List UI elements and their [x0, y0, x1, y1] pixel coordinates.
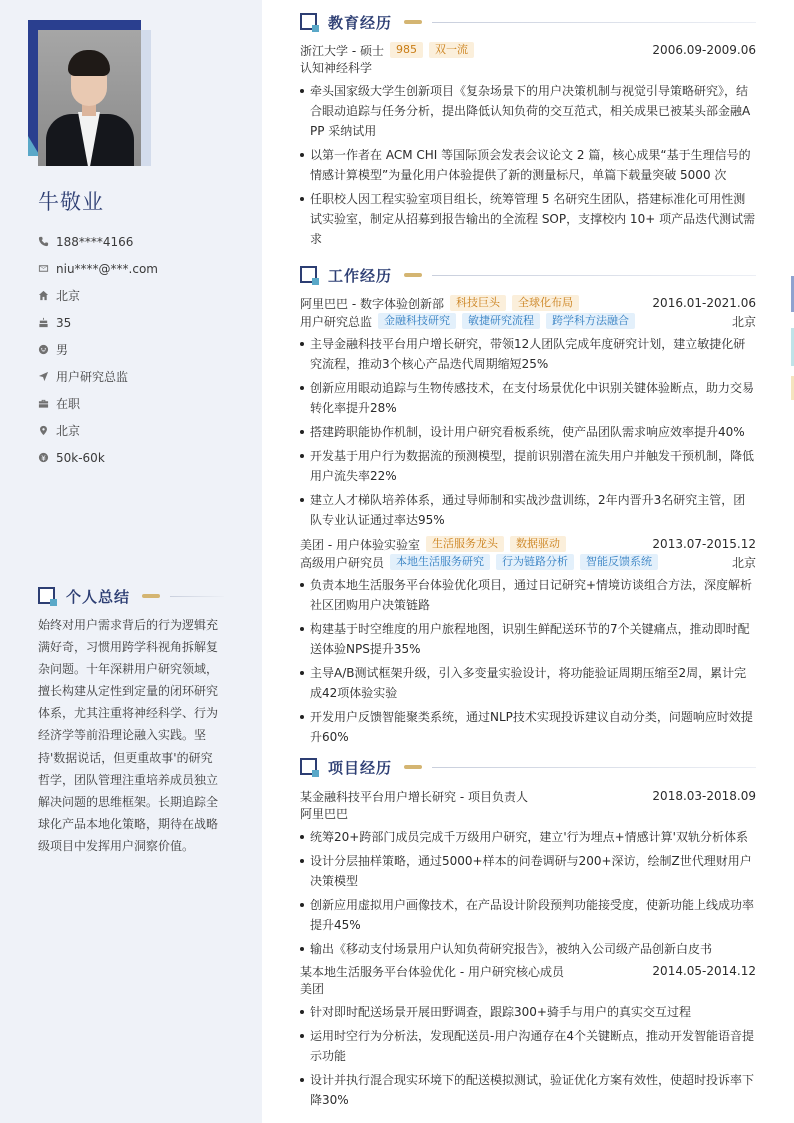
section-square-icon	[300, 13, 318, 31]
skill-tag: 金融科技研究	[378, 313, 456, 329]
home-icon	[38, 290, 56, 301]
company-tag: 数据驱动	[510, 536, 566, 552]
list-item: 统筹20+跨部门成员完成千万级用户研究，建立'行为埋点+情感计算'双轨分析体系	[300, 827, 756, 847]
project-org: 美团	[300, 982, 325, 996]
list-item: 建立人才梯队培养体系，通过导师制和实战沙盘训练，2年内晋升3名研究主管，团队专业认证通过率达95%	[300, 490, 756, 530]
info-age-text: 35	[56, 315, 72, 330]
section-divider	[432, 275, 756, 276]
job-position: 高级用户研究员	[300, 555, 385, 570]
list-item: 针对即时配送场景开展田野调查，跟踪300+骑手与用户的真实交互过程	[300, 1002, 756, 1022]
list-item: 输出《移动支付场景用户认知负荷研究报告》，被纳入公司级产品创新白皮书	[300, 939, 756, 959]
section-accent-bar	[404, 273, 422, 277]
info-gender	[38, 336, 158, 363]
education-entry	[300, 41, 756, 249]
info-hometown-text: 北京	[56, 289, 81, 303]
work-section-title: 工作经历	[328, 266, 393, 285]
contact-info-list	[38, 228, 158, 471]
list-item: 开发基于用户行为数据流的预测模型，提前识别潜在流失用户并触发干预机制，降低用户流失率22%	[300, 446, 756, 486]
work-date: 2013.07-2015.12	[652, 537, 756, 551]
company-name: 美团 - 用户体验实验室	[300, 537, 420, 552]
section-accent-bar	[404, 20, 422, 24]
info-target-city-text: 北京	[56, 424, 81, 438]
list-item: 以第一作者在 ACM CHI 等国际顶会发表会议论文 2 篇，核心成果“基于生理信号的情感计算模型”为量化用户体验提供了新的测量标尺，单篇下载量突破 5000 次	[300, 145, 756, 185]
section-square-icon	[300, 758, 318, 776]
education-section-header	[300, 12, 756, 32]
summary-section-header	[38, 586, 224, 606]
summary-text: 始终对用户需求背后的行为逻辑充满好奇，习惯用跨学科视角拆解复杂问题。十年深耕用户研究领域，擅长构建从定性到定量的闭环研究体系，尤其注重将神经科学、行为经济学等前沿理论融入实践。坚持'数据说话，但更重故事'的研究哲学，团队管理注重培养成员独立解决问题的思维框架。长期追踪全球化产品本地化策略，期待在战略级项目中发挥用户洞察价值。	[38, 618, 219, 853]
work-entry	[300, 535, 756, 747]
projects-section	[300, 757, 756, 1110]
job-position: 用户研究总监	[300, 314, 373, 329]
education-bullets	[300, 81, 756, 249]
project-bullets	[300, 1002, 756, 1110]
info-job-status-text: 在职	[56, 397, 81, 411]
summary-section-title: 个人总结	[66, 587, 131, 606]
section-accent-bar	[404, 765, 422, 769]
cake-icon	[38, 317, 56, 328]
work-bullets	[300, 575, 756, 747]
project-entry	[300, 787, 756, 959]
education-section-title: 教育经历	[328, 13, 393, 32]
project-org: 阿里巴巴	[300, 807, 349, 821]
briefcase-icon	[38, 398, 56, 409]
list-item: 运用时空行为分析法，发现配送员-用户沟通存在4个关键断点，推动开发智能语音提示功能	[300, 1026, 756, 1066]
info-email	[38, 255, 158, 282]
education-major: 认知神经科学	[300, 61, 373, 75]
info-job-status	[38, 390, 158, 417]
list-item: 搭建跨职能协作机制，设计用户研究看板系统，使产品团队需求响应效率提升40%	[300, 422, 756, 442]
sidebar	[0, 0, 262, 1123]
work-city: 北京	[731, 555, 756, 570]
section-divider	[432, 22, 756, 23]
candidate-name: 牛敬业	[38, 190, 104, 214]
section-divider	[170, 596, 224, 597]
list-item: 负责本地生活服务平台体验优化项目，通过日记研究+情境访谈组合方法，深度解析社区团购用户决策链路	[300, 575, 756, 615]
info-target-position-text: 用户研究总监	[56, 370, 129, 384]
company-name: 阿里巴巴 - 数字体验创新部	[300, 296, 444, 311]
project-name: 某金融科技平台用户增长研究 - 项目负责人	[300, 789, 528, 804]
section-square-icon	[38, 587, 56, 605]
section-divider	[432, 767, 756, 768]
info-salary	[38, 444, 158, 471]
work-header-row	[300, 535, 756, 553]
list-item: 任职校人因工程实验室项目组长，统筹管理 5 名研究生团队，搭建标准化可用性测试实验室，制定从招募到报告输出的全流程 SOP，支撑校内 10+ 项产品迭代测试需求	[300, 189, 756, 249]
avatar	[38, 30, 141, 166]
work-bullets	[300, 334, 756, 530]
send-icon	[38, 371, 56, 382]
school-tag: 双一流	[429, 42, 474, 58]
school-tag: 985	[390, 42, 423, 58]
salary-icon	[38, 452, 56, 463]
gender-icon	[38, 344, 56, 355]
projects-section-header	[300, 757, 756, 777]
location-pin-icon	[38, 425, 56, 436]
company-tag: 生活服务龙头	[426, 536, 504, 552]
work-entry	[300, 294, 756, 530]
education-header-row	[300, 41, 756, 59]
info-phone	[38, 228, 158, 255]
skill-tag: 本地生活服务研究	[390, 554, 490, 570]
education-date: 2006.09-2009.06	[652, 43, 756, 57]
project-date: 2018.03-2018.09	[652, 789, 756, 803]
list-item: 构建基于时空维度的用户旅程地图，识别生鲜配送环节的7个关键痛点，推动即时配送体验NPS提升35%	[300, 619, 756, 659]
project-header-row	[300, 787, 756, 805]
work-date: 2016.01-2021.06	[652, 296, 756, 310]
company-tag: 科技巨头	[450, 295, 506, 311]
info-gender-text: 男	[56, 343, 69, 357]
skill-tag: 敏捷研究流程	[462, 313, 540, 329]
project-name: 某本地生活服务平台体验优化 - 用户研究核心成员	[300, 964, 564, 979]
info-hometown	[38, 282, 158, 309]
project-bullets	[300, 827, 756, 959]
info-age	[38, 309, 158, 336]
mail-icon	[38, 263, 56, 274]
list-item: 创新应用虚拟用户画像技术，在产品设计阶段预判功能接受度，使新功能上线成功率提升45%	[300, 895, 756, 935]
work-position-row	[300, 553, 756, 571]
skill-tag: 行为链路分析	[496, 554, 574, 570]
project-header-row	[300, 962, 756, 980]
work-city: 北京	[731, 314, 756, 329]
section-square-icon	[300, 266, 318, 284]
skill-tag: 智能反馈系统	[580, 554, 658, 570]
list-item: 主导金融科技平台用户增长研究，带领12人团队完成年度研究计划，建立敏捷化研究流程，推动3个核心产品迭代周期缩短25%	[300, 334, 756, 374]
info-salary-text: 50k-60k	[56, 450, 105, 465]
list-item: 主导A/B测试框架升级，引入多变量实验设计，将功能验证周期压缩至2周，累计完成42项体验实验	[300, 663, 756, 703]
list-item: 设计分层抽样策略，通过5000+样本的问卷调研与200+深访，绘制Z世代理财用户决策模型	[300, 851, 756, 891]
phone-icon	[38, 236, 56, 247]
info-target-position	[38, 363, 158, 390]
work-section-header	[300, 265, 756, 285]
list-item: 创新应用眼动追踪与生物传感技术，在支付场景优化中识别关键体验断点，助力交易转化率提升28%	[300, 378, 756, 418]
projects-section-title: 项目经历	[328, 758, 393, 777]
section-accent-bar	[142, 594, 160, 598]
project-entry	[300, 962, 756, 1110]
company-tag: 全球化布局	[512, 295, 579, 311]
project-date: 2014.05-2014.12	[652, 964, 756, 978]
work-header-row	[300, 294, 756, 312]
education-section	[300, 12, 756, 249]
school-name: 浙江大学 - 硕士	[300, 43, 384, 58]
list-item: 开发用户反馈智能聚类系统，通过NLP技术实现投诉建议自动分类，问题响应时效提升60%	[300, 707, 756, 747]
work-section	[300, 265, 756, 747]
info-phone-text: 188****4166	[56, 234, 134, 249]
info-target-city	[38, 417, 158, 444]
list-item: 牵头国家级大学生创新项目《复杂场景下的用户决策机制与视觉引导策略研究》，结合眼动追踪与任务分析，提出降低认知负荷的交互范式，相关成果已被某头部金融APP 采纳试用	[300, 81, 756, 141]
list-item: 设计并执行混合现实环境下的配送模拟测试，验证优化方案有效性，使超时投诉率下降30%	[300, 1070, 756, 1110]
work-position-row	[300, 312, 756, 330]
photo-frame	[28, 20, 152, 166]
info-email-text: niu****@***.com	[56, 261, 158, 276]
skill-tag: 跨学科方法融合	[546, 313, 635, 329]
